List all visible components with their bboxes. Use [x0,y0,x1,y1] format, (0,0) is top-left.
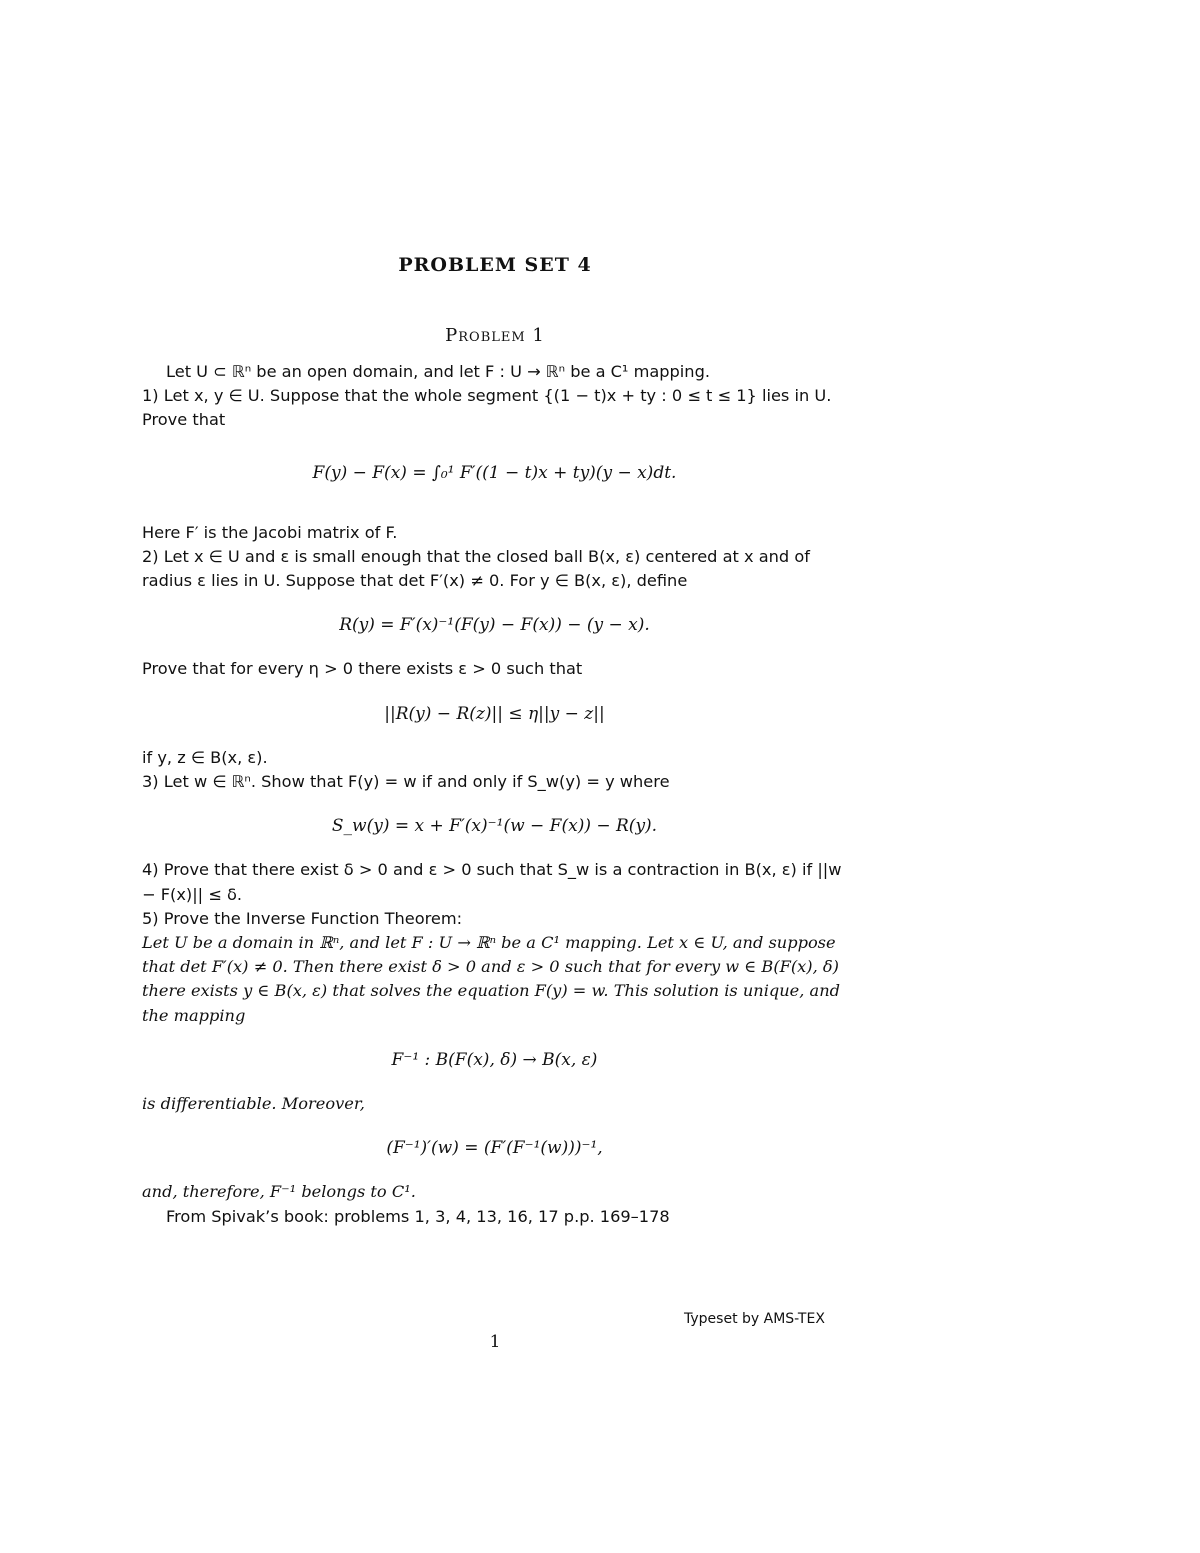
prove-eta: Prove that for every η > 0 there exists ε > 0 such that [142,659,583,679]
equation-r: R(y) = F′(x)⁻¹(F(y) − F(x)) − (y − x). [339,615,650,636]
problem-heading: Problem 1 [445,325,545,346]
equation-integral: F(y) − F(x) = ∫₀¹ F′((1 − t)x + ty)(y − x)dt. [312,462,677,483]
spivak-line: From Spivak’s book: problems 1, 3, 4, 13, 16, 17 p.p. 169–178 [166,1206,670,1226]
equation-derivative: (F⁻¹)′(w) = (F′(F⁻¹(w)))⁻¹, [386,1138,603,1159]
part-5: 5) Prove the Inverse Function Theorem: [142,908,463,928]
intro-line: Let U ⊂ ℝⁿ be an open domain, and let F : U → ℝⁿ be a C¹ mapping. [166,362,710,381]
if-yz: if y, z ∈ B(x, ε). [142,747,268,767]
jacobi-note: Here F′ is the Jacobi matrix of F. [142,522,398,542]
equation-lipschitz: ||R(y) − R(z)|| ≤ η||y − z|| [384,703,605,724]
page-number: 1 [489,1332,501,1352]
therefore-line: and, therefore, F⁻¹ belongs to C¹. [142,1182,416,1202]
part-4: 4) Prove that there exist δ > 0 and ε > 0 such that S_w is a contraction in B(x, ε) if ||w − F(x)|| ≤ δ. [142,860,842,904]
equation-sw: S_w(y) = x + F′(x)⁻¹(w − F(x)) − R(y). [331,816,658,837]
document-title: PROBLEM SET 4 [398,254,592,276]
part-3: 3) Let w ∈ ℝⁿ. Show that F(y) = w if and only if S_w(y) = y where [142,772,670,792]
equation-inverse-map: F⁻¹ : B(F(x), δ) → B(x, ε) [391,1049,598,1070]
differentiable-line: is differentiable. Moreover, [142,1094,365,1114]
document-body [142,360,847,1229]
part-2: 2) Let x ∈ U and ε is small enough that the closed ball B(x, ε) centered at x and of radius ε lies in U. Suppose that det F′(x) ≠ 0. For y ∈ B(x, ε), define [142,546,810,591]
part-1: 1) Let x, y ∈ U. Suppose that the whole segment {(1 − t)x + ty : 0 ≤ t ≤ 1} lies in U. Prove that [142,386,832,430]
typeset-note: Typeset by AMS-TEX [684,1311,825,1327]
theorem-statement: Let U be a domain in ℝⁿ, and let F : U → ℝⁿ be a C¹ mapping. Let x ∈ U, and suppose that det F′(x) ≠ 0. Then there exist δ > 0 and ε > 0 such that for every w ∈ B(F(x), δ) there exists y ∈ B(x, ε) that solves the equation F(y) = w. This solution is unique, and the mapping [142,933,840,1025]
